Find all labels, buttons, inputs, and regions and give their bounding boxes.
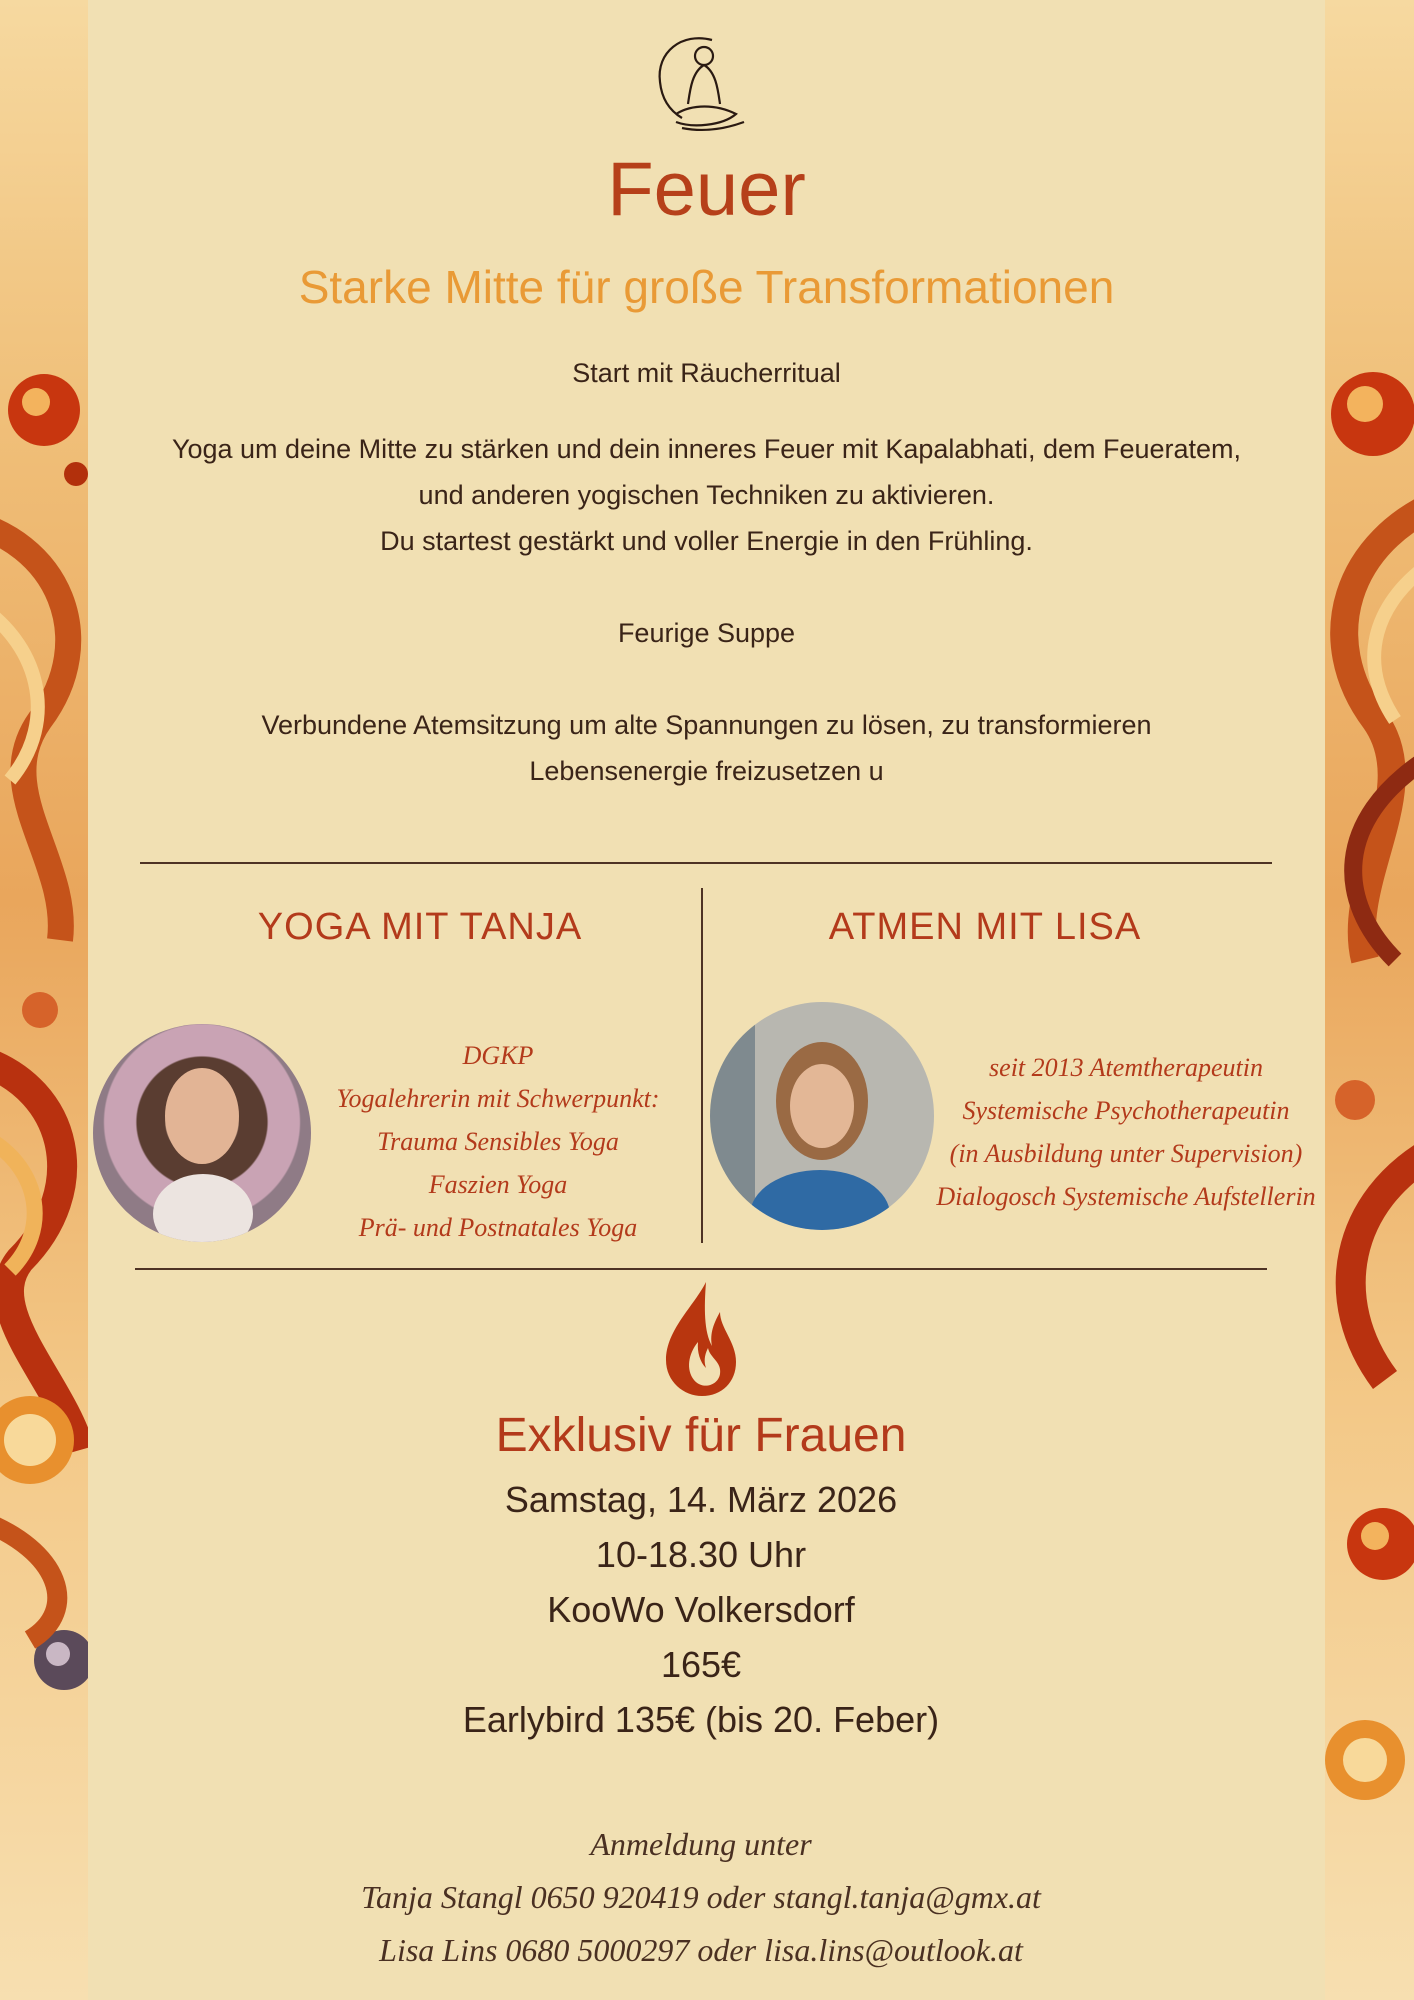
credential-line: seit 2013 Atemtherapeutin xyxy=(989,1053,1263,1082)
registration-block xyxy=(88,1818,1314,1977)
credential-line: DGKP xyxy=(462,1041,534,1070)
yoga-description-line: Du startest gestärkt und voller Energie in den Frühling. xyxy=(380,526,1033,556)
flame-icon xyxy=(664,1282,738,1396)
left-decorative-border xyxy=(0,0,88,2000)
lisa-photo xyxy=(710,1002,934,1230)
breath-description-line: Verbundene Atemsitzung um alte Spannungen zu lösen, zu transformieren xyxy=(261,710,1152,740)
right-decorative-border xyxy=(1325,0,1414,2000)
event-location: KooWo Volkersdorf xyxy=(547,1589,855,1630)
event-earlybird: Earlybird 135€ (bis 20. Feber) xyxy=(462,1699,940,1740)
contact-lisa: Lisa Lins 0680 5000297 oder lisa.lins@outlook.at xyxy=(379,1932,1023,1968)
event-time: 10-18.30 Uhr xyxy=(595,1534,807,1575)
credential-line: Systemische Psychotherapeutin xyxy=(962,1096,1290,1125)
soup-line: Feurige Suppe xyxy=(617,618,796,648)
credential-line: Dialogosch Systemische Aufstellerin xyxy=(936,1182,1316,1211)
bottom-divider xyxy=(135,1268,1267,1270)
credential-line: (in Ausbildung unter Supervision) xyxy=(949,1139,1303,1168)
breath-description xyxy=(88,702,1325,794)
lisa-credentials xyxy=(928,1046,1324,1218)
page-title: Feuer xyxy=(607,147,806,232)
yoga-description-line: und anderen yogischen Techniken zu aktivieren. xyxy=(418,480,995,510)
tanja-photo xyxy=(93,1024,311,1242)
yoga-description-line: Yoga um deine Mitte zu stärken und dein inneres Feuer mit Kapalabhati, dem Feueratem, xyxy=(171,434,1242,464)
registration-heading: Anmeldung unter xyxy=(590,1826,812,1862)
event-price: 165€ xyxy=(660,1644,742,1685)
meditating-figure-icon xyxy=(652,32,752,136)
yoga-description xyxy=(88,426,1325,564)
credential-line: Trauma Sensibles Yoga xyxy=(377,1127,619,1156)
event-details xyxy=(88,1472,1314,1747)
top-divider xyxy=(140,862,1272,864)
ritual-line: Start mit Räucherritual xyxy=(572,358,841,388)
page-subtitle: Starke Mitte für große Transformationen xyxy=(298,261,1115,313)
credential-line: Yogalehrerin mit Schwerpunkt: xyxy=(336,1084,660,1113)
credential-line: Faszien Yoga xyxy=(428,1170,568,1199)
contact-tanja: Tanja Stangl 0650 920419 oder stangl.tanja@gmx.at xyxy=(361,1879,1041,1915)
event-date: Samstag, 14. März 2026 xyxy=(504,1479,898,1520)
breath-heading: ATMEN MIT LISA xyxy=(828,906,1142,948)
breath-description-line: Lebensenergie freizusetzen u xyxy=(529,756,884,786)
yoga-heading: YOGA MIT TANJA xyxy=(257,906,583,948)
tanja-credentials xyxy=(318,1034,678,1249)
audience-heading: Exklusiv für Frauen xyxy=(495,1409,907,1462)
credential-line: Prä- und Postnatales Yoga xyxy=(358,1213,638,1242)
column-divider xyxy=(701,888,703,1243)
